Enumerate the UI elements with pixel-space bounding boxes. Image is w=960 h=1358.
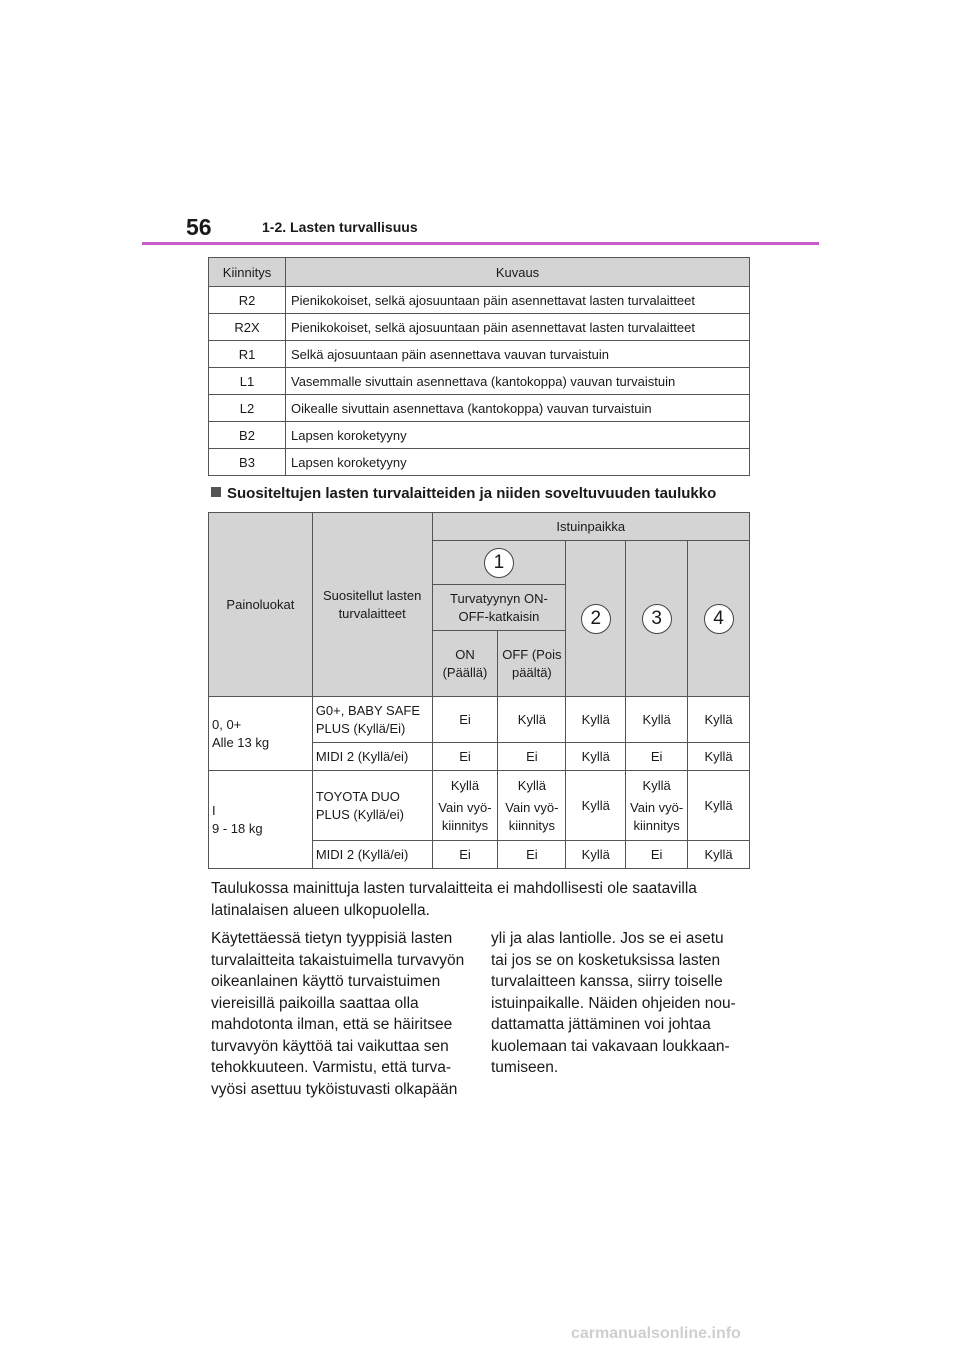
weight-class-group: I	[212, 802, 216, 818]
table-row	[209, 395, 750, 422]
body-line: istuinpaikalle. Näiden ohjeiden nou-	[491, 994, 736, 1012]
cell-seat-3: Ei	[626, 743, 688, 771]
availability-note: Taulukossa mainittuja lasten turvalaitteita ei mahdollisesti ole saatavilla latinalaisen alueen ulkopuolella.	[211, 880, 697, 919]
cell-on-note: Vain vyö-kiinnitys	[438, 799, 492, 833]
cell-off	[498, 771, 566, 841]
weight-class-cell	[209, 697, 313, 771]
body-line: dattamatta jättäminen voi johtaa	[491, 1016, 711, 1033]
cell-seat-4: Kyllä	[688, 841, 750, 869]
body-line: tumiseen.	[491, 1059, 559, 1076]
mount-code: B3	[209, 449, 286, 476]
cell-seat-4: Kyllä	[688, 771, 750, 841]
body-line: mahdotonta ilman, että se häiritsee	[211, 1016, 453, 1033]
body-line: Käytettäessä tietyn tyyppisiä lasten	[211, 930, 453, 947]
body-line: tai jos se on kosketuksissa lasten	[491, 951, 721, 969]
mount-code: R2	[209, 287, 286, 314]
body-line: turvalaitteita takaistuimella turvavyön	[211, 951, 465, 969]
body-column-left	[211, 928, 473, 1100]
cell-on: Ei	[432, 841, 498, 869]
table-header-row	[209, 258, 750, 287]
mount-description: Lapsen koroketyyny	[286, 449, 750, 476]
mount-description: Pienikokoiset, selkä ajosuuntaan päin asennettavat lasten turvalaitteet	[286, 314, 750, 341]
section-title: 1-2. Lasten turvallisuus	[262, 219, 418, 235]
body-line: kuolemaan tai vakavaan loukkaan-	[491, 1037, 730, 1055]
page-number: 56	[186, 214, 212, 240]
cell-seat-2: Kyllä	[566, 841, 626, 869]
section-heading-text: Suositeltujen lasten turvalaitteiden ja niiden soveltuvuuden taulukko	[227, 485, 717, 502]
body-line: oikeanlainen käyttö turvaistuimen	[211, 973, 441, 990]
mounting-table	[208, 257, 750, 476]
header-off: OFF (Pois päältä)	[498, 631, 566, 697]
mount-code: R1	[209, 341, 286, 368]
seat-1-header	[432, 541, 566, 585]
cell-seat-2: Kyllä	[566, 771, 626, 841]
cell-on	[432, 771, 498, 841]
mount-description: Lapsen koroketyyny	[286, 422, 750, 449]
weight-class-range: 9 - 18 kg	[212, 820, 263, 836]
body-line: viereisillä paikoilla saattaa olla	[211, 994, 419, 1012]
cell-on-value: Kyllä	[450, 777, 480, 793]
seat-model: TOYOTA DUO PLUS (Kyllä/ei)	[312, 771, 432, 841]
cell-on: Ei	[432, 697, 498, 743]
cell-off: Ei	[498, 841, 566, 869]
table-row	[209, 368, 750, 395]
seat-4-header	[688, 541, 750, 697]
cell-off: Ei	[498, 743, 566, 771]
header-weight-class: Painoluokat	[209, 513, 313, 697]
body-line: turvalaitteen kanssa, siirry toiselle	[491, 973, 723, 990]
header-recommended-seats: Suositellut lasten turvalaitteet	[312, 513, 432, 697]
cell-off-note: Vain vyö-kiinnitys	[505, 799, 559, 833]
table-row	[209, 697, 750, 743]
airbag-switch-header: Turvatyynyn ON-OFF-katkaisin	[432, 585, 566, 631]
seat-number-2-icon: 2	[581, 604, 611, 634]
body-line: turvavyön käyttöä tai vaikuttaa sen	[211, 1037, 449, 1055]
cell-on: Ei	[432, 743, 498, 771]
weight-class-cell	[209, 771, 313, 869]
weight-class-group: 0, 0+	[212, 716, 242, 732]
seat-number-4-icon: 4	[704, 604, 734, 634]
table-row	[209, 314, 750, 341]
mount-code: B2	[209, 422, 286, 449]
table-row	[209, 771, 750, 841]
body-line: yli ja alas lantiolle. Jos se ei asetu	[491, 930, 724, 947]
mount-description: Vasemmalle sivuttain asennettava (kantokoppa) vauvan turvaistuin	[286, 368, 750, 395]
seat-number-3-icon: 3	[642, 604, 672, 634]
cell-seat-4: Kyllä	[688, 743, 750, 771]
mount-description: Pienikokoiset, selkä ajosuuntaan päin asennettavat lasten turvalaitteet	[286, 287, 750, 314]
seat-model: MIDI 2 (Kyllä/ei)	[312, 841, 432, 869]
body-line: tehokkuuteen. Varmistu, että turva-	[211, 1059, 452, 1076]
table-row	[209, 341, 750, 368]
cell-off: Kyllä	[498, 697, 566, 743]
table-row	[209, 449, 750, 476]
table-row	[209, 422, 750, 449]
cell-seat-3	[626, 771, 688, 841]
cell-seat-3-note: Vain vyö-kiinnitys	[630, 799, 684, 833]
section-heading	[211, 485, 716, 502]
cell-seat-3: Ei	[626, 841, 688, 869]
body-line: vyösi asettuu tyköistuvasti olkapään	[211, 1080, 458, 1098]
header-rule	[142, 242, 819, 245]
footer-watermark: carmanualsonline.info	[571, 1325, 741, 1342]
suitability-table	[208, 512, 750, 869]
mount-description: Oikealle sivuttain asennettava (kantokoppa) vauvan turvaistuin	[286, 395, 750, 422]
column-header-kiinnitys: Kiinnitys	[209, 258, 286, 287]
seat-model: G0+, BABY SAFE PLUS (Kyllä/Ei)	[312, 697, 432, 743]
seat-3-header	[626, 541, 688, 697]
cell-seat-4: Kyllä	[688, 697, 750, 743]
cell-seat-2: Kyllä	[566, 697, 626, 743]
table-row	[209, 287, 750, 314]
table-header-row	[209, 513, 750, 541]
header-on: ON (Päällä)	[432, 631, 498, 697]
header-seat-position: Istuinpaikka	[432, 513, 749, 541]
column-header-kuvaus: Kuvaus	[286, 258, 750, 287]
weight-class-range: Alle 13 kg	[212, 734, 270, 750]
seat-model: MIDI 2 (Kyllä/ei)	[312, 743, 432, 771]
seat-number-1-icon: 1	[484, 548, 514, 578]
cell-seat-3: Kyllä	[626, 697, 688, 743]
cell-off-value: Kyllä	[517, 777, 546, 793]
cell-seat-3-value: Kyllä	[642, 777, 671, 793]
mount-code: R2X	[209, 314, 286, 341]
mount-code: L1	[209, 368, 286, 395]
cell-seat-2: Kyllä	[566, 743, 626, 771]
mount-description: Selkä ajosuuntaan päin asennettava vauvan turvaistuin	[286, 341, 750, 368]
mount-code: L2	[209, 395, 286, 422]
seat-2-header	[566, 541, 626, 697]
body-column-right	[491, 928, 753, 1079]
square-bullet-icon	[211, 487, 221, 497]
